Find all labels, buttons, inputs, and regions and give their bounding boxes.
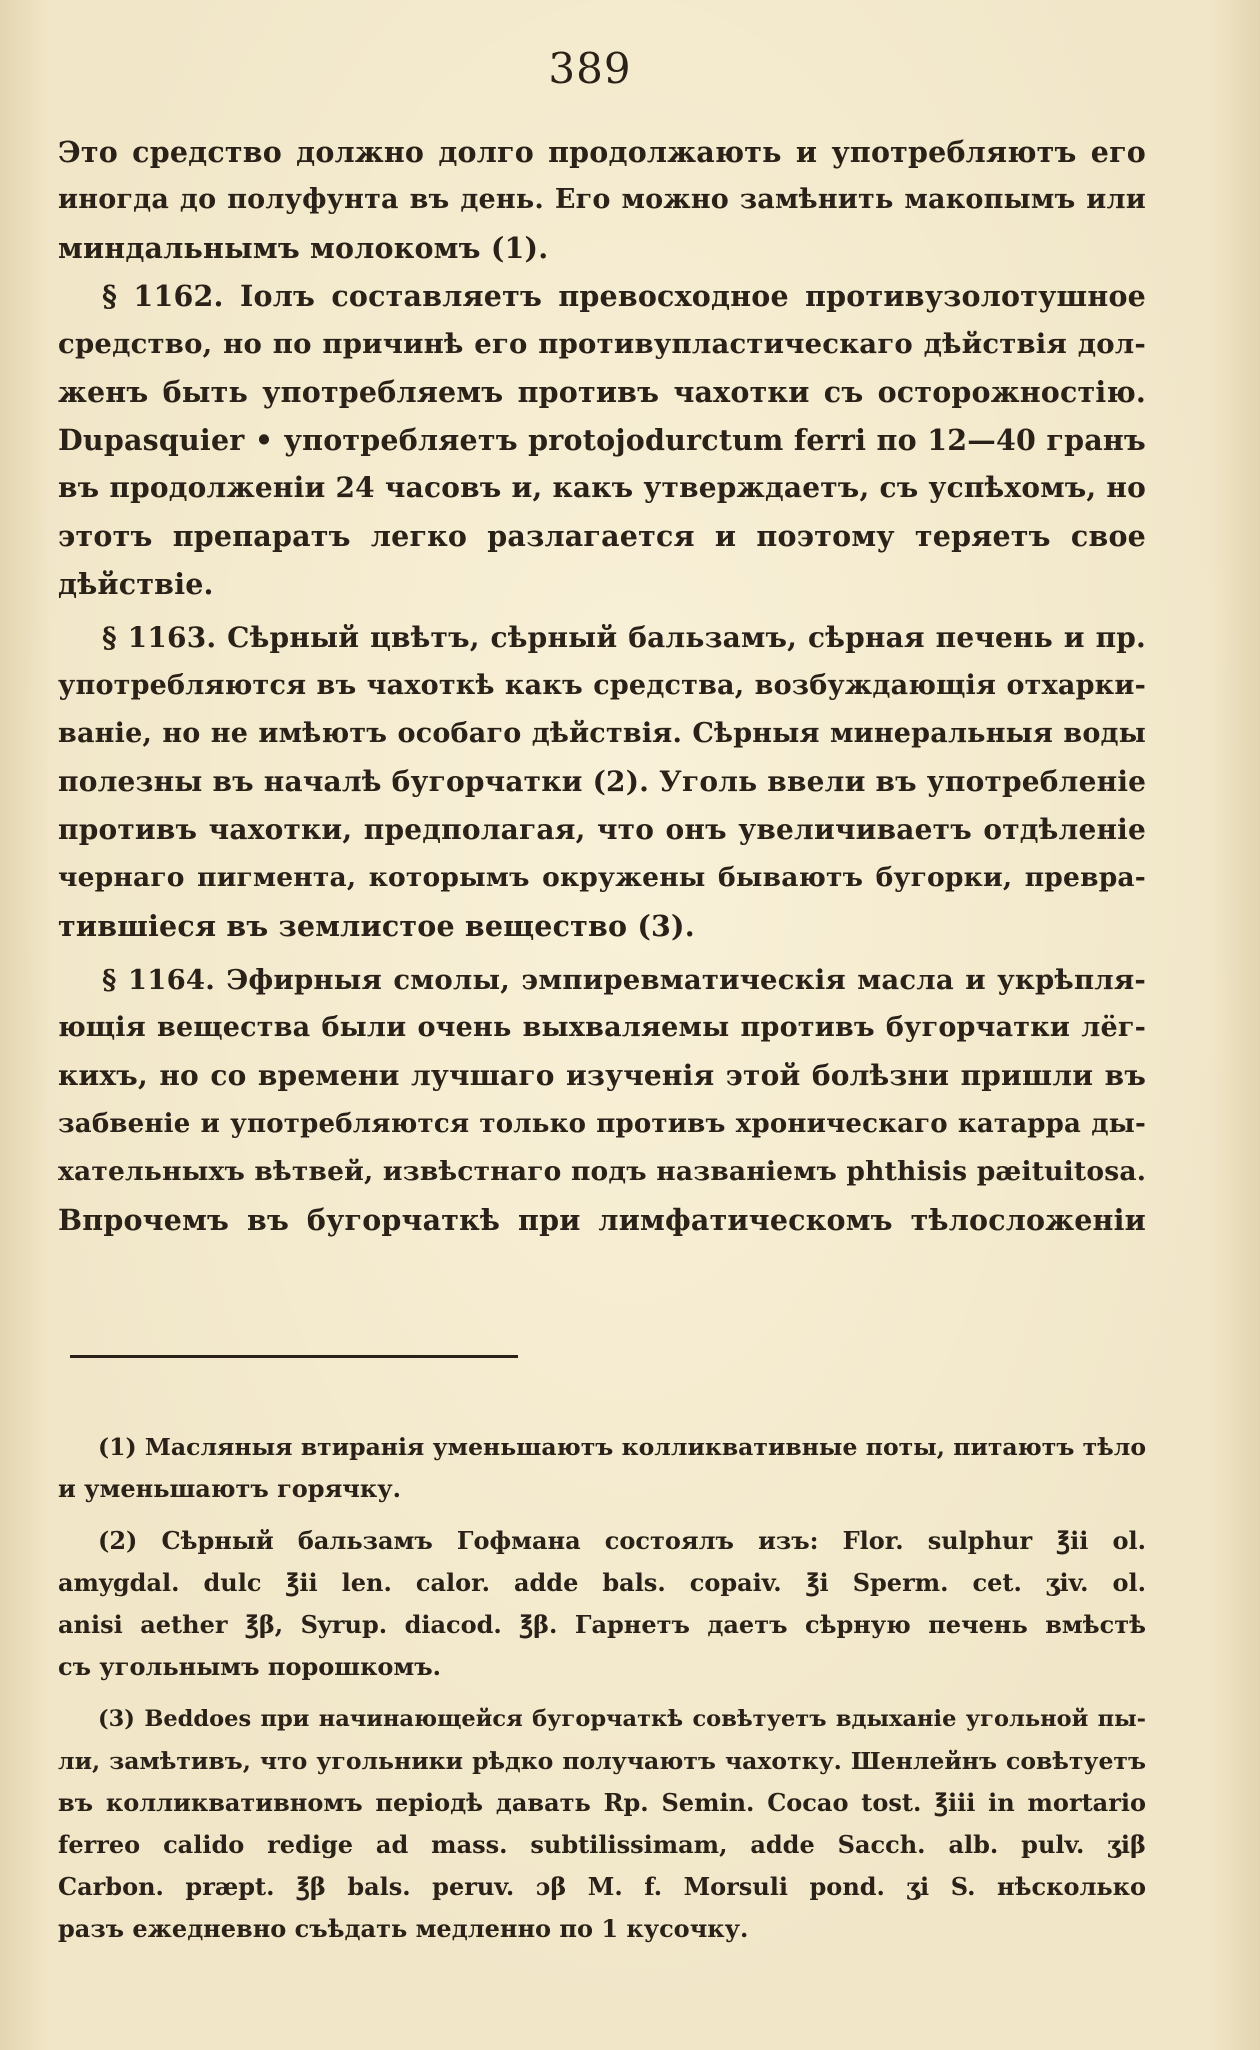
footnote-line: съ угольнымъ порошкомъ. bbox=[58, 1652, 442, 1681]
footnote-2 bbox=[58, 1520, 1146, 1688]
paragraph-section-1164 bbox=[58, 956, 1146, 1244]
footnote-line: (3) Beddoes при начинающейся бугорчаткѣ совѣтуетъ вдыханіе угольной пы- bbox=[98, 1706, 1146, 1732]
footnote-gap bbox=[58, 1510, 1146, 1520]
footnote-line: и уменьшаютъ горячку. bbox=[58, 1474, 401, 1503]
text-line: кихъ, но со времени лучшаго изученія этой болѣзни пришли въ bbox=[58, 1059, 1146, 1092]
text-line: Это средство должно долго продолжають и употребляютъ его bbox=[58, 135, 1146, 169]
paragraph-section-1162 bbox=[58, 272, 1146, 608]
text-line: хательныхъ вѣтвей, извѣстнаго подъ названіемъ phthisis pæituitosa. bbox=[58, 1156, 1146, 1187]
text-line: § 1164. Эфирныя смолы, эмпиревматическія масла и укрѣпля- bbox=[102, 964, 1146, 996]
text-line: средство, но по причинѣ его противупластическаго дѣйствія дол- bbox=[58, 328, 1146, 360]
page-number: 389 bbox=[548, 44, 632, 93]
footnote-line: amygdal. dulc ℥ii len. calor. adde bals. copaiv. ℥i Sperm. cet. ʒiv. ol. bbox=[58, 1568, 1146, 1597]
text-line: § 1162. Іолъ составляетъ превосходное противузолотушное bbox=[102, 279, 1146, 313]
text-line: § 1163. Сѣрный цвѣтъ, сѣрный бальзамъ, сѣрная печень и пр. bbox=[102, 621, 1146, 654]
text-line: полезны въ началѣ бугорчатки (2). Уголь ввели въ употребленіе bbox=[58, 765, 1146, 798]
footnote-line: (1) Масляныя втиранія уменьшаютъ колликвативные поты, питаютъ тѣло bbox=[98, 1433, 1146, 1461]
footnote-line: anisi aether ℥β, Syrup. diacod. ℥β. Гарнетъ даетъ сѣрную печень вмѣстѣ bbox=[58, 1610, 1146, 1639]
text-line: ваніе, но не имѣютъ особаго дѣйствія. Сѣрныя минеральныя воды bbox=[58, 718, 1146, 749]
paragraph-section-1163 bbox=[58, 614, 1146, 950]
footnote-line: въ колликвативномъ періодѣ давать Rp. Semin. Cocao tost. ℥iii in mortario bbox=[58, 1788, 1146, 1817]
footnote-3 bbox=[58, 1698, 1146, 1950]
text-line: дѣйствіе. bbox=[58, 567, 214, 601]
paragraph bbox=[58, 128, 1146, 272]
footnote-line: ли, замѣтивъ, что угольники рѣдко получаютъ чахотку. Шенлейнъ совѣтуетъ bbox=[58, 1747, 1146, 1775]
text-line: миндальнымъ молокомъ (1). bbox=[58, 231, 549, 265]
footnote-divider bbox=[70, 1355, 518, 1358]
footnote-line: (2) Сѣрный бальзамъ Гофмана состоялъ изъ: Flor. sulphur ℥ii ol. bbox=[98, 1526, 1146, 1555]
footnote-line: Carbon. præpt. ℥β bals. peruv. ɔβ M. f. Morsuli pond. ʒi S. нѣсколько bbox=[58, 1872, 1146, 1901]
text-line: этотъ препаратъ легко разлагается и поэтому теряетъ свое bbox=[58, 519, 1146, 553]
text-line: женъ быть употребляемъ противъ чахотки съ осторожностію. bbox=[58, 375, 1146, 409]
text-line: ющія вещества были очень выхваляемы противъ бугорчатки лёг- bbox=[58, 1012, 1146, 1043]
text-line: употребляются въ чахоткѣ какъ средства, возбуждающія отхарки- bbox=[58, 670, 1146, 701]
footnote-line: ferreo calido redige ad mass. subtilissimam, adde Sacch. alb. pulv. ʒiβ bbox=[58, 1830, 1146, 1859]
main-text bbox=[58, 128, 1146, 1244]
text-line: иногда до полуфунта въ день. Его можно замѣнить макопымъ или bbox=[58, 184, 1146, 215]
footnote-gap bbox=[58, 1688, 1146, 1698]
text-line: Dupasquier • употребляетъ protojodurctum ferri по 12—40 гранъ bbox=[58, 423, 1146, 457]
text-line: забвеніе и употребляются только противъ хроническаго катарра ды- bbox=[58, 1109, 1146, 1139]
text-line: тившіеся въ землистое вещество (3). bbox=[58, 909, 695, 943]
text-line: чернаго пигмента, которымъ окружены бываютъ бугорки, превра- bbox=[58, 862, 1146, 893]
text-line: противъ чахотки, предполагая, что онъ увеличиваетъ отдѣленіе bbox=[58, 813, 1146, 846]
text-line: въ продолженіи 24 часовъ и, какъ утверждаетъ, съ успѣхомъ, но bbox=[58, 471, 1146, 504]
footnote-line: разъ ежедневно съѣдать медленно по 1 кусочку. bbox=[58, 1914, 749, 1943]
footnote-1 bbox=[58, 1426, 1146, 1510]
text-line: Впрочемъ въ бугорчаткѣ при лимфатическомъ тѣлосложеніи bbox=[58, 1203, 1146, 1237]
footnotes bbox=[58, 1426, 1146, 1950]
